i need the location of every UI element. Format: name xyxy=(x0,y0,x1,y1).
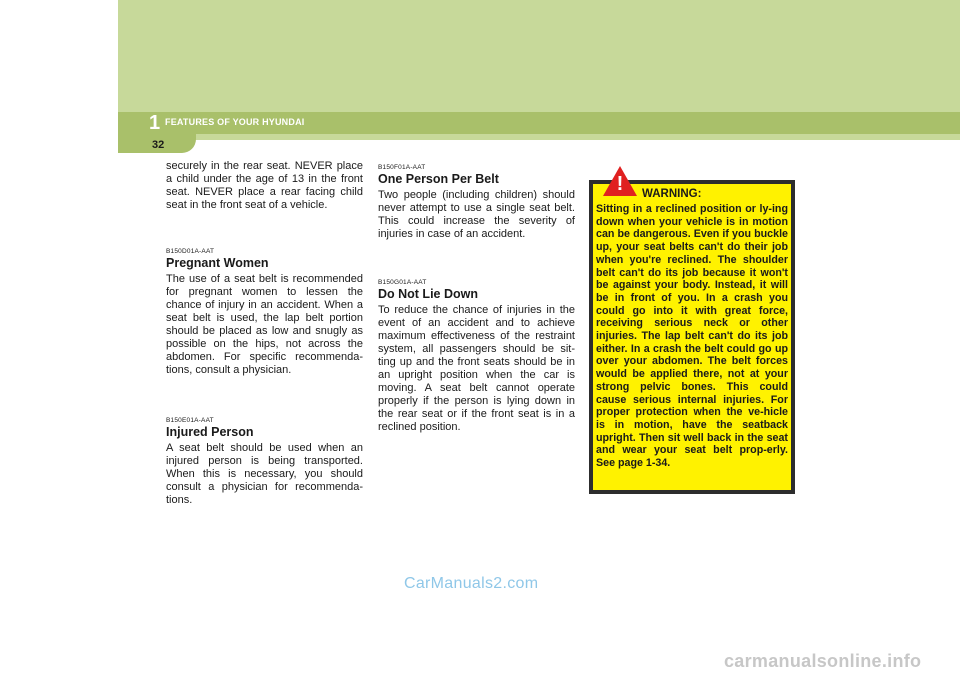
section-code: B150G01A-AAT xyxy=(378,279,427,286)
section-code: B150E01A-AAT xyxy=(166,417,214,424)
watermark-secondary: carmanualsonline.info xyxy=(724,651,922,671)
section-text: Two people (including children) should never attempt to use a single seat belt. This could increase the severity of injuries in case of an accident. xyxy=(378,189,575,240)
section-do-not-lie-down xyxy=(378,279,575,434)
section-text: The use of a seat belt is recommended for pregnant women to lessen the chance of injury in an accident. When a seat belt is used, the lap belt portion should be placed as low and snugly as possible on the hips, not across the abdomen. For specific recommenda-tions, consult a physician. xyxy=(166,273,363,376)
chapter-title: FEATURES OF YOUR HYUNDAI xyxy=(165,117,305,127)
section-text: To reduce the chance of injuries in the event of an accident and to achieve maximum effectiveness of the restraint system, all passengers should be sit-ting up and the front seats should be in an upright position when the car is moving. A seat belt cannot operate properly if the person is lying down in the rear seat or if the front seat is in a reclined position. xyxy=(378,304,575,433)
intro-paragraph: securely in the rear seat. NEVER place a child under the age of 13 in the front seat. NEVER place a rear facing child seat in the front seat of a vehicle. xyxy=(166,160,363,211)
column-middle xyxy=(378,160,575,434)
warning-box xyxy=(589,180,795,494)
section-one-person-per-belt xyxy=(378,164,575,241)
warning-text: Sitting in a reclined position or ly-ing down when your vehicle is in motion can be dangerous. Even if you buckle up, your seat belts can't do their job when you're reclined. The shoulder belt can't do its job because it won't be against your body. Instead, it will be in front of you. In a crash you could go into it with great force, receiving serious neck or other injuries. The lap belt can't do its job either. In a crash the belt could go up over your abdomen. The belt forces would be applied there, not at your strong pelvic bones. This could cause serious internal injuries. For proper protection when the ve-hicle is in motion, have the seatback upright. Then sit well back in the seat and wear your seat belt prop-erly. See page 1-34. xyxy=(596,203,788,470)
section-injured-person xyxy=(166,417,363,507)
section-heading: One Person Per Belt xyxy=(378,172,499,186)
section-code: B150D01A-AAT xyxy=(166,248,215,255)
section-pregnant-women xyxy=(166,248,363,377)
warning-title: WARNING: xyxy=(642,188,702,200)
chapter-number: 1 xyxy=(149,112,161,134)
section-heading: Pregnant Women xyxy=(166,256,269,270)
section-code: B150F01A-AAT xyxy=(378,164,426,171)
exclamation-icon: ! xyxy=(616,173,624,195)
watermark-primary: CarManuals2.com xyxy=(404,575,539,592)
page-number: 32 xyxy=(152,139,165,151)
section-heading: Do Not Lie Down xyxy=(378,287,478,301)
section-text: A seat belt should be used when an injured person is being transported. When this is necessary, you should consult a physician for recommenda-tions. xyxy=(166,442,363,506)
column-left xyxy=(166,160,363,507)
section-heading: Injured Person xyxy=(166,425,254,439)
